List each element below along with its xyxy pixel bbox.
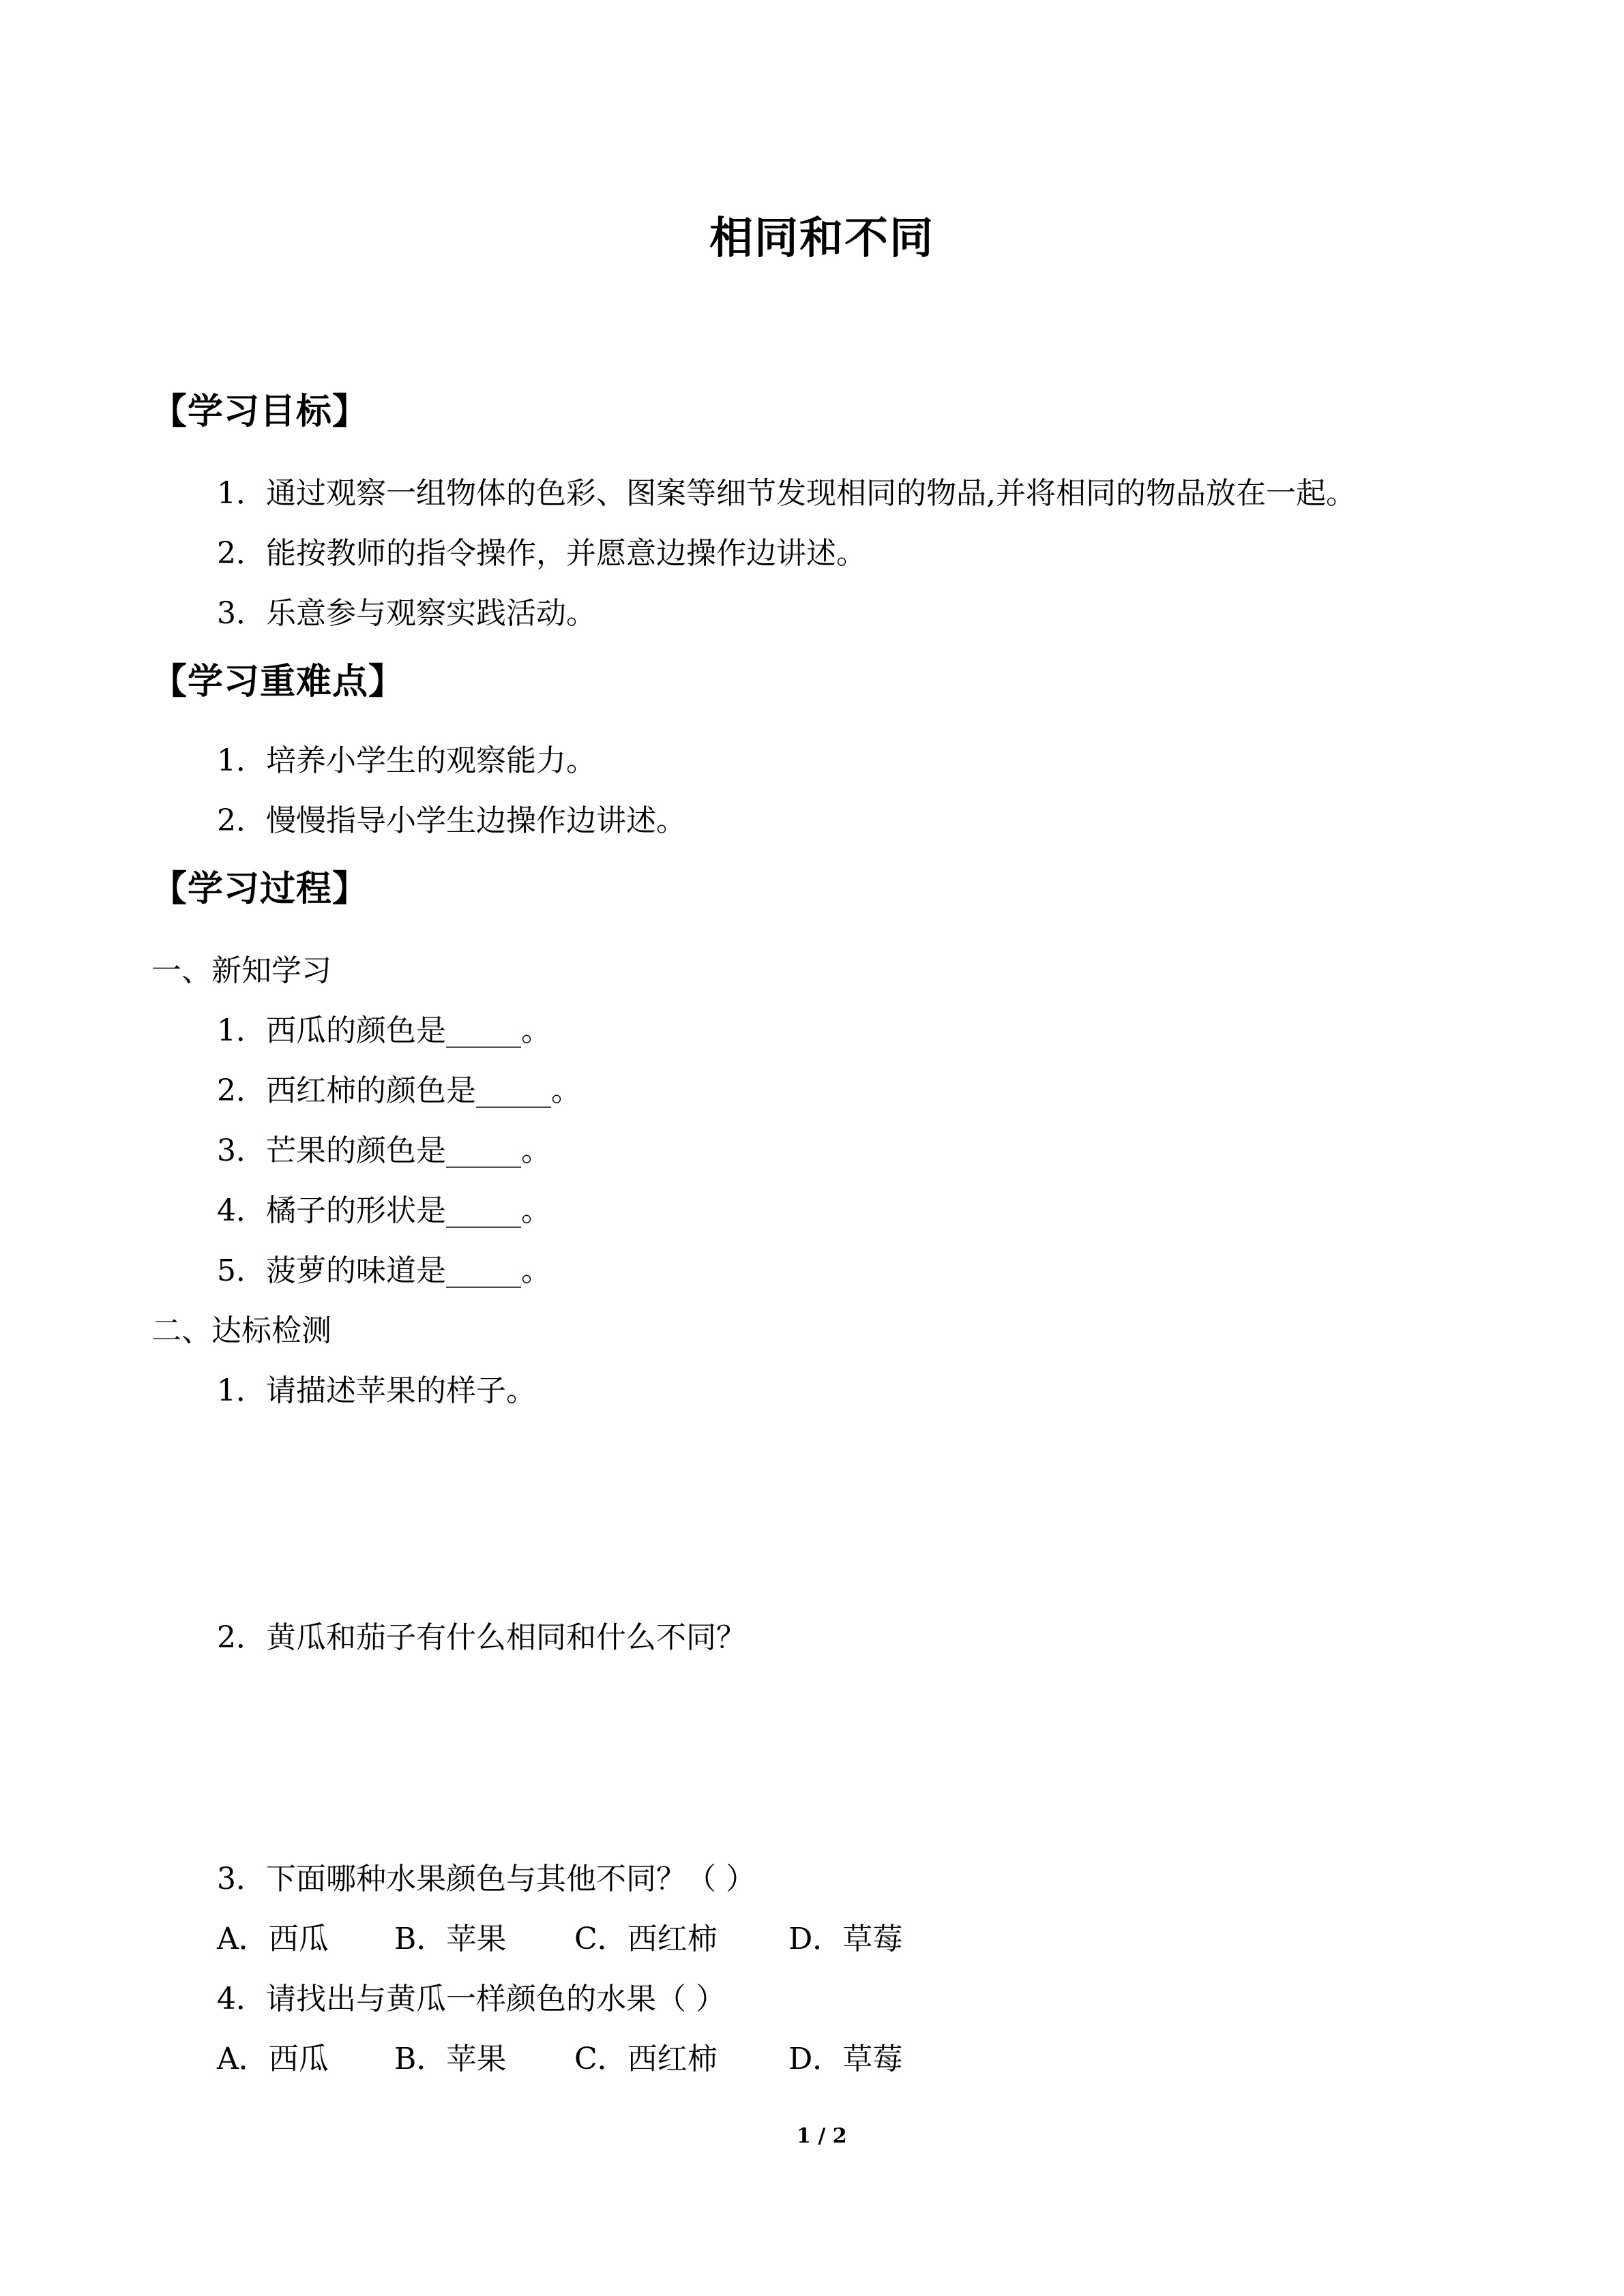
option-a: A．西瓜 <box>217 2042 329 2076</box>
fill-blank-item <box>217 1253 551 1288</box>
objective-item <box>217 536 866 571</box>
objectives-heading: 【学习目标】 <box>151 391 369 432</box>
item-number: 2． <box>217 536 266 571</box>
option-b: B．苹果 <box>394 2042 507 2076</box>
question-4 <box>217 1984 726 2014</box>
item-number: 1． <box>217 476 266 511</box>
item-text: 菠萝的味道是_____。 <box>266 1253 551 1288</box>
question-3 <box>217 1864 756 1894</box>
section-label: 二、达标检测 <box>151 1313 331 1348</box>
objective-item <box>217 476 1356 511</box>
option-c: C．西红柿 <box>574 1922 718 1956</box>
item-text: 培养小学生的观察能力。 <box>266 743 596 778</box>
section-label: 一、新知学习 <box>151 953 331 988</box>
fill-blank-item <box>217 1073 581 1108</box>
option-a: A．西瓜 <box>217 1922 329 1956</box>
option-d: D．草莓 <box>788 1922 903 1956</box>
option-b: B．苹果 <box>394 1922 507 1956</box>
fill-blank-item <box>217 1133 551 1168</box>
item-text: 下面哪种水果颜色与其他不同？（ ） <box>266 1862 756 1896</box>
option-d: D．草莓 <box>788 2042 903 2076</box>
item-number: 5． <box>217 1253 266 1288</box>
item-text: 慢慢指导小学生边操作边讲述。 <box>266 803 686 838</box>
item-number: 2． <box>217 803 266 838</box>
item-number: 1． <box>217 743 266 778</box>
item-text: 黄瓜和茄子有什么相同和什么不同？ <box>266 1620 746 1655</box>
item-number: 3． <box>217 1133 266 1168</box>
item-number: 1． <box>217 1013 266 1048</box>
question-2 <box>217 1620 746 1655</box>
process-heading: 【学习过程】 <box>151 868 369 910</box>
item-text: 西瓜的颜色是_____。 <box>266 1013 551 1048</box>
keypoint-item <box>217 803 686 838</box>
item-number: 3． <box>217 1862 266 1896</box>
item-text: 通过观察一组物体的色彩、图案等细节发现相同的物品,并将相同的物品放在一起。 <box>266 476 1356 511</box>
item-text: 能按教师的指令操作，并愿意边操作边讲述。 <box>266 536 866 571</box>
page-number: 1 / 2 <box>797 2124 847 2148</box>
objective-item <box>217 596 596 631</box>
item-text: 西红柿的颜色是_____。 <box>266 1073 581 1108</box>
item-number: 2． <box>217 1073 266 1108</box>
item-number: 1． <box>217 1373 266 1408</box>
keypoints-heading: 【学习重难点】 <box>151 661 405 702</box>
item-text: 请描述苹果的样子。 <box>266 1373 536 1408</box>
fill-blank-item <box>217 1013 551 1048</box>
item-number: 4． <box>217 1982 266 2016</box>
fill-blank-item <box>217 1193 551 1228</box>
item-text: 请找出与黄瓜一样颜色的水果（ ） <box>266 1982 726 2016</box>
item-number: 4． <box>217 1193 266 1228</box>
page-title: 相同和不同 <box>709 213 934 264</box>
question-3-options <box>217 1924 902 1954</box>
item-number: 2． <box>217 1620 266 1655</box>
item-text: 乐意参与观察实践活动。 <box>266 596 596 631</box>
item-number: 3． <box>217 596 266 631</box>
option-c: C．西红柿 <box>574 2042 718 2076</box>
item-text: 橘子的形状是_____。 <box>266 1193 551 1228</box>
question-4-options <box>217 2044 902 2074</box>
question-1 <box>217 1373 536 1408</box>
item-text: 芒果的颜色是_____。 <box>266 1133 551 1168</box>
keypoint-item <box>217 743 596 778</box>
